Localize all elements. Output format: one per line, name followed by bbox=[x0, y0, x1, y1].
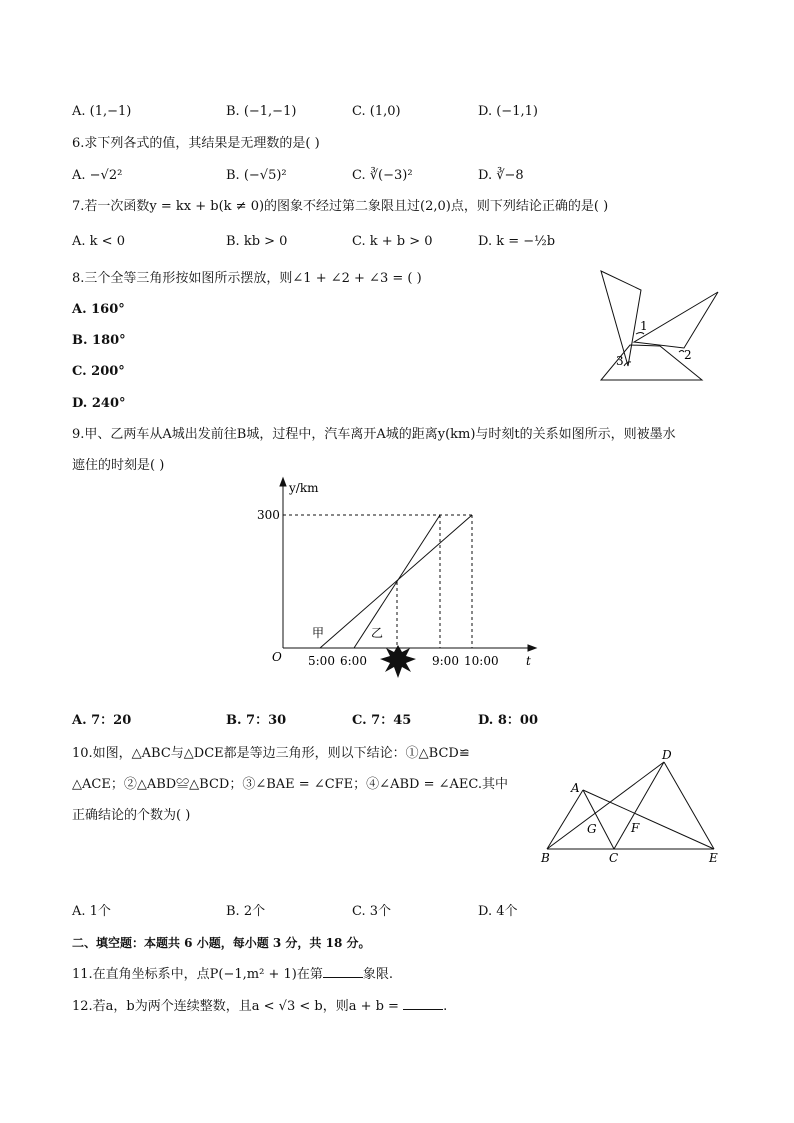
q10-label-g: G bbox=[587, 822, 597, 836]
q10-option-d: D. 4个 bbox=[478, 904, 518, 919]
q10-stem-line3: 正确结论的个数为( ) bbox=[72, 808, 191, 823]
q9-stem-line2: 遮住的时刻是( ) bbox=[72, 458, 165, 473]
q5-option-a: A. (1,−1) bbox=[72, 104, 132, 119]
q8-option-c: C. 200° bbox=[72, 364, 125, 379]
section2-title: 二、填空题：本题共 6 小题，每小题 3 分，共 18 分。 bbox=[72, 936, 371, 950]
q7-option-d: D. k = −½b bbox=[478, 234, 556, 249]
q12-text-after: . bbox=[443, 999, 448, 1014]
q10-label-c: C bbox=[609, 851, 619, 865]
q11-answer-blank[interactable] bbox=[323, 965, 363, 978]
q10-label-d: D bbox=[662, 748, 672, 762]
q9-option-b: B. 7：30 bbox=[226, 713, 287, 728]
q9-x-tick-5: 5:00 bbox=[308, 654, 335, 668]
q9-x-tick-6: 6:00 bbox=[340, 654, 367, 668]
q6-option-a: A. −√2² bbox=[72, 168, 123, 183]
q8-option-d: D. 240° bbox=[72, 396, 126, 411]
q7-stem: 7.若一次函数y = kx + b(k ≠ 0)的图象不经过第二象限且过(2,0)点，则下列结论正确的是( ) bbox=[72, 199, 609, 214]
q5-option-c: C. (1,0) bbox=[352, 104, 401, 119]
q8-label-2: 2 bbox=[684, 348, 692, 362]
q8-option-a: A. 160° bbox=[72, 302, 125, 317]
q11 bbox=[72, 965, 393, 984]
q10-option-a: A. 1个 bbox=[72, 904, 111, 919]
q11-text-after: 象限. bbox=[362, 967, 393, 982]
q9-option-c: C. 7：45 bbox=[352, 713, 412, 728]
q9-x-tick-10: 10:00 bbox=[464, 654, 499, 668]
q9-origin: O bbox=[272, 650, 282, 664]
q10-stem-line1: 10.如图，△ABC与△DCE都是等边三角形，则以下结论：①△BCD≌ bbox=[72, 746, 470, 761]
q6-option-c: C. ∛(−3)² bbox=[352, 168, 413, 183]
q7-option-b: B. kb > 0 bbox=[226, 234, 288, 249]
q9-y-tick-300: 300 bbox=[257, 508, 280, 522]
q5-option-b: B. (−1,−1) bbox=[226, 104, 297, 119]
q10-label-b: B bbox=[541, 851, 550, 865]
q10-option-b: B. 2个 bbox=[226, 904, 266, 919]
q7-option-a: A. k < 0 bbox=[72, 234, 125, 249]
q6-stem: 6.求下列各式的值，其结果是无理数的是( ) bbox=[72, 136, 320, 151]
q9-x-label: t bbox=[526, 654, 531, 668]
q10-option-c: C. 3个 bbox=[352, 904, 392, 919]
q9-label-jia: 甲 bbox=[312, 626, 325, 640]
q8-label-3: 3 bbox=[616, 354, 624, 368]
q8-option-b: B. 180° bbox=[72, 333, 126, 348]
q8-stem: 8.三个全等三角形按如图所示摆放，则∠1 + ∠2 + ∠3 = ( ) bbox=[72, 271, 422, 286]
q9-stem-line1: 9.甲、乙两车从A城出发前往B城，过程中，汽车离开A城的距离y(km)与时刻t的关系如图所示，则被墨水 bbox=[72, 427, 676, 442]
q9-y-label: y/km bbox=[289, 481, 319, 495]
q9-option-d: D. 8：00 bbox=[478, 713, 538, 728]
q10-stem-line2: △ACE；②△ABD≌△BCD；③∠BAE = ∠CFE；④∠ABD = ∠AEC.其中 bbox=[72, 777, 508, 792]
q9-x-tick-9: 9:00 bbox=[432, 654, 459, 668]
q8-label-1: 1 bbox=[640, 319, 648, 333]
q5-option-d: D. (−1,1) bbox=[478, 104, 538, 119]
q11-text-before: 11.在直角坐标系中，点P(−1,m² + 1)在第 bbox=[72, 967, 323, 982]
q12-text-before: 12.若a，b为两个连续整数，且a < √3 < b，则a + b = bbox=[72, 999, 404, 1014]
q10-label-f: F bbox=[631, 821, 640, 835]
q9-option-a: A. 7：20 bbox=[72, 713, 132, 728]
q12-answer-blank[interactable] bbox=[403, 997, 443, 1010]
q12 bbox=[72, 997, 447, 1016]
q7-option-c: C. k + b > 0 bbox=[352, 234, 433, 249]
q6-option-d: D. ∛−8 bbox=[478, 168, 524, 183]
q10-label-e: E bbox=[709, 851, 718, 865]
q10-label-a: A bbox=[571, 781, 580, 795]
q6-option-b: B. (−√5)² bbox=[226, 168, 287, 183]
q9-label-yi: 乙 bbox=[371, 626, 384, 640]
